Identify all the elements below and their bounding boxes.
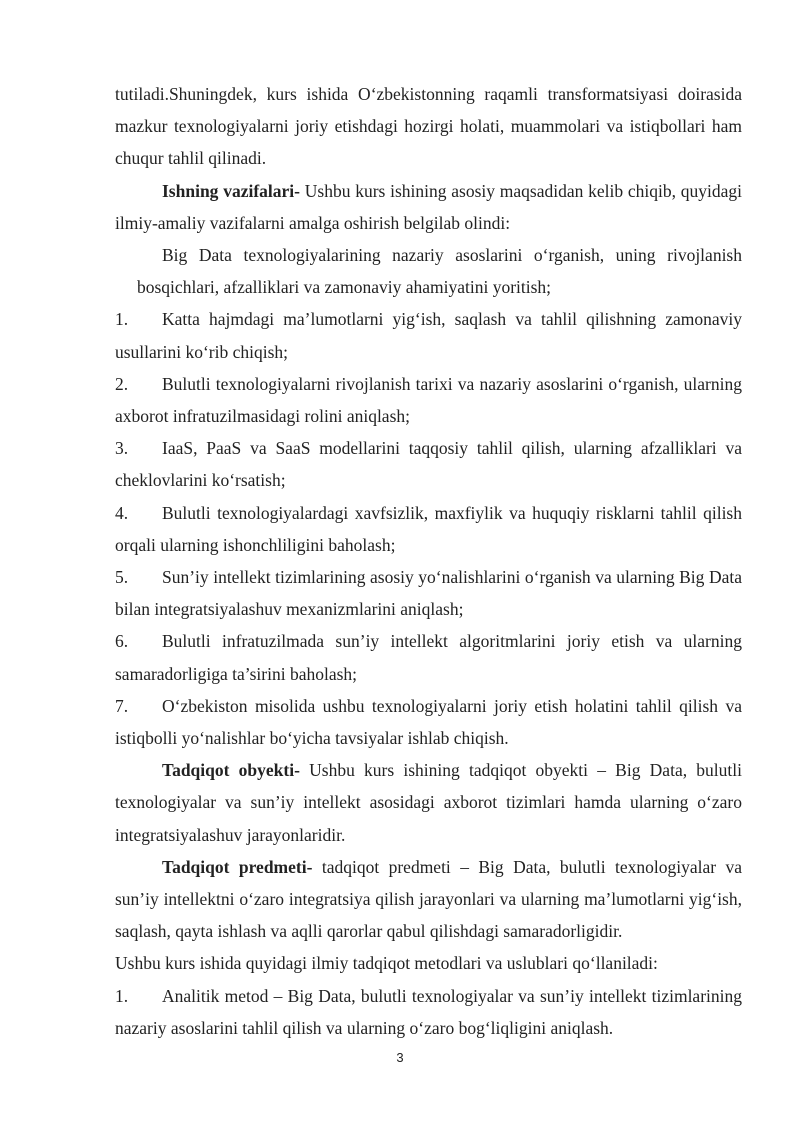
- item-text: Bulutli infratuzilmada sun’iy intellekt algoritmlarini joriy etish va ularning samaradorligiga ta’sirini baholash;: [115, 631, 742, 684]
- item-text: Katta hajmdagi ma’lumotlarni yig‘ish, saqlash va tahlil qilishning zamonaviy usullarini ko‘rib chiqish;: [115, 309, 742, 362]
- task-item-7: [115, 690, 742, 754]
- item-text: O‘zbekiston misolida ushbu texnologiyalarni joriy etish holatini tahlil qilish va istiqbolli yo‘nalishlar bo‘yicha tavsiyalar ishlab chiqish.: [115, 695, 742, 749]
- heading-tasks: Ishning vazifalari-: [162, 180, 300, 201]
- item-text: Analitik metod – Big Data, bulutli texnologiyalar va sun’iy intellekt tizimlarining nazariy asoslarini tahlil qilish va ularning o‘zaro bog‘liqligini aniqlash.: [115, 985, 742, 1038]
- task-item-6: [115, 625, 742, 689]
- item-text: IaaS, PaaS va SaaS modellarini taqqosiy tahlil qilish, ularning afzalliklari va cheklovlarini ko‘rsatish;: [115, 438, 742, 491]
- item-text: Bulutli texnologiyalardagi xavfsizlik, maxfiylik va huquqiy risklarni tahlil qilish orqali ularning ishonchliligini baholash;: [115, 502, 742, 555]
- paragraph-research-object: [115, 754, 742, 851]
- paragraph-research-subject: [115, 851, 742, 948]
- paragraph-methods: Ushbu kurs ishida quyidagi ilmiy tadqiqot metodlari va uslublari qo‘llaniladi:: [115, 953, 658, 974]
- item-number: 6.: [115, 631, 129, 652]
- item-number: 2.: [115, 373, 129, 394]
- item-number: 1.: [115, 985, 129, 1006]
- task-item-1: [115, 303, 742, 367]
- item-number: 1.: [115, 309, 129, 330]
- paragraph-text: Ushbu kurs ishining tadqiqot obyekti – Big Data, bulutli texnologiyalar va sun’iy intellekt asosidagi axborot tizimlari hamda ularning o‘zaro integratsiyalashuv jarayonlaridir.: [115, 760, 742, 845]
- item-number: 4.: [115, 502, 129, 523]
- item-number: 5.: [115, 567, 129, 588]
- heading-research-subject: Tadqiqot predmeti-: [162, 856, 313, 877]
- task-item-5: [115, 561, 742, 625]
- paragraph-text: Ushbu kurs ishining asosiy maqsadidan kelib chiqib, quyidagi ilmiy-amaliy vazifalarni amalga oshirish belgilab olindi:: [115, 180, 743, 233]
- item-text: Bulutli texnologiyalarni rivojlanish tarixi va nazariy asoslarini o‘rganish, ularning axborot infratuzilmasidagi rolini aniqlash;: [115, 373, 742, 427]
- task-item-2: [115, 368, 742, 432]
- paragraph-tasks: [115, 175, 742, 239]
- item-text: Sun’iy intellekt tizimlarining asosiy yo‘nalishlarini o‘rganish va ularning Big Data bilan integratsiyalashuv mexanizmlarini aniqlash;: [115, 567, 742, 620]
- heading-research-object: Tadqiqot obyekti-: [162, 760, 300, 781]
- item-number: 3.: [115, 438, 129, 459]
- paragraph-text: tadqiqot predmeti – Big Data, bulutli texnologiyalar va sun’iy intellektni o‘zaro integratsiya qilish jarayonlari va ularning ma’lumotlarni yig‘ish, saqlash, qayta ishlash va aqlli qarorlar qabul qilishdagi samaradorligidir.: [115, 856, 743, 942]
- method-item-1: [115, 980, 742, 1044]
- item-number: 7.: [115, 695, 129, 716]
- task-item-4: [115, 497, 742, 561]
- paragraph-intro-continuation: tutiladi.Shuningdek, kurs ishida O‘zbekistonning raqamli transformatsiyasi doirasida mazkur texnologiyalarni joriy etishdagi hozirgi holati, muammolari va istiqbollari ham chuqur tahlil qilinadi.: [115, 84, 742, 169]
- page-number: 3: [396, 1050, 404, 1065]
- page-body: [115, 78, 742, 1044]
- task-item-unnumbered: Big Data texnologiyalarining nazariy asoslarini o‘rganish, uning rivojlanish bosqichlari, afzalliklari va zamonaviy ahamiyatini yoritish;: [137, 245, 742, 298]
- task-item-3: [115, 432, 742, 496]
